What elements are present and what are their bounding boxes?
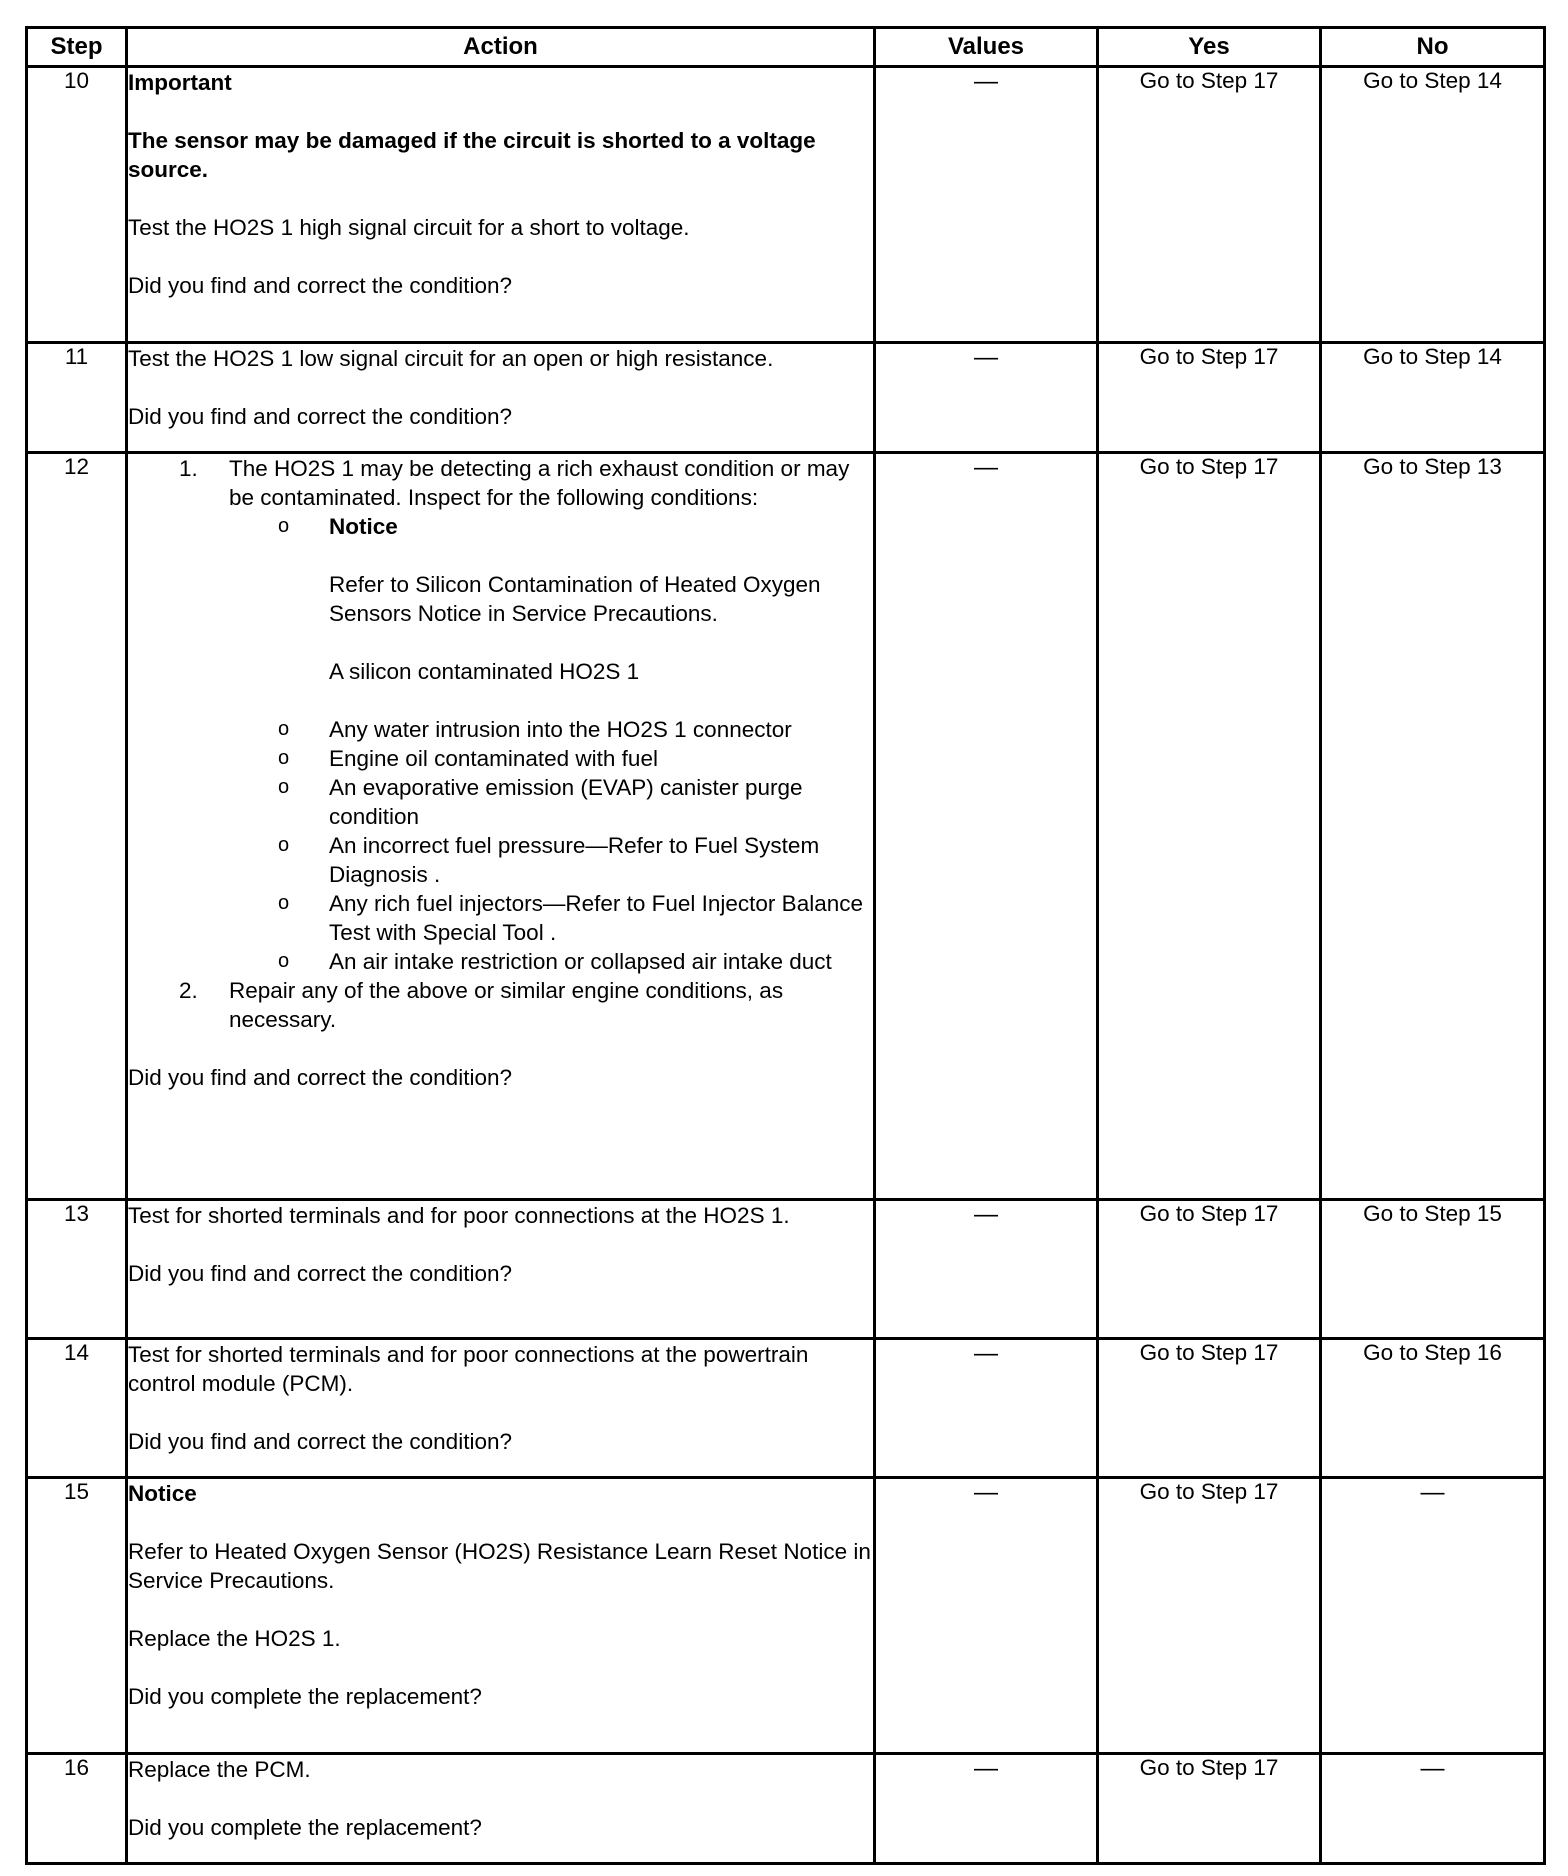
action-cell	[127, 343, 875, 453]
step-number: 10	[27, 67, 127, 343]
list-item	[128, 947, 873, 976]
yes-cell: Go to Step 17	[1098, 343, 1321, 453]
action-text: Test the HO2S 1 high signal circuit for a short to voltage.	[128, 215, 690, 241]
action-text: Test for shorted terminals and for poor connections at the powertrain control module (PCM).	[128, 1341, 809, 1396]
values-cell: —	[875, 1199, 1098, 1338]
list-item	[128, 773, 873, 831]
bullet-marker: o	[278, 747, 290, 770]
question-text: Did you find and correct the condition?	[128, 1260, 512, 1286]
question-text: Did you find and correct the condition?	[128, 1065, 512, 1091]
sub-list	[229, 512, 873, 976]
notice-text: Refer to Silicon Contamination of Heated Oxygen Sensors Notice in Service Precautions.	[329, 572, 821, 627]
no-cell: Go to Step 15	[1321, 1199, 1545, 1338]
important-label: Important	[128, 70, 232, 96]
bullet-text: Any water intrusion into the HO2S 1 connector	[329, 717, 792, 743]
yes-cell: Go to Step 17	[1098, 1199, 1321, 1338]
step-number: 15	[27, 1477, 127, 1753]
action-cell	[127, 67, 875, 343]
step-number: 11	[27, 343, 127, 453]
action-cell	[127, 1199, 875, 1338]
no-cell: Go to Step 14	[1321, 343, 1545, 453]
header-values: Values	[875, 28, 1098, 67]
bullet-text: Engine oil contaminated with fuel	[329, 746, 658, 772]
notice-label: Notice	[128, 1480, 197, 1506]
values-cell: —	[875, 1753, 1098, 1863]
table-row	[27, 343, 1545, 453]
action-cell	[127, 1338, 875, 1477]
values-cell: —	[875, 1338, 1098, 1477]
table-row	[27, 1199, 1545, 1338]
warning-text: The sensor may be damaged if the circuit is shorted to a voltage source.	[128, 128, 816, 183]
question-text: Did you complete the replacement?	[128, 1814, 482, 1840]
list-item	[128, 715, 873, 744]
bullet-marker: o	[278, 718, 290, 741]
diagnostic-table	[25, 26, 1546, 1865]
bullet-text: An evaporative emission (EVAP) canister purge condition	[329, 775, 803, 830]
yes-cell: Go to Step 17	[1098, 1338, 1321, 1477]
header-action: Action	[127, 28, 875, 67]
table-row	[27, 453, 1545, 1199]
notice-label: Notice	[329, 514, 398, 540]
list-item	[128, 889, 873, 947]
yes-cell: Go to Step 17	[1098, 67, 1321, 343]
table-row	[27, 1338, 1545, 1477]
question-text: Did you find and correct the condition?	[128, 1428, 512, 1454]
item-number: 1.	[179, 456, 198, 482]
item-number: 2.	[179, 978, 198, 1004]
step-number: 13	[27, 1199, 127, 1338]
no-cell: —	[1321, 1477, 1545, 1753]
step-number: 16	[27, 1753, 127, 1863]
bullet-text: An incorrect fuel pressure—Refer to Fuel System Diagnosis .	[329, 833, 820, 888]
header-yes: Yes	[1098, 28, 1321, 67]
bullet-text: An air intake restriction or collapsed air intake duct	[329, 949, 832, 975]
question-text: Did you complete the replacement?	[128, 1683, 482, 1709]
no-cell: —	[1321, 1753, 1545, 1863]
yes-cell: Go to Step 17	[1098, 453, 1321, 1199]
yes-cell: Go to Step 17	[1098, 1477, 1321, 1753]
values-cell: —	[875, 67, 1098, 343]
action-text: Replace the HO2S 1.	[128, 1625, 341, 1651]
list-item	[128, 454, 873, 976]
values-cell: —	[875, 1477, 1098, 1753]
action-cell	[127, 1753, 875, 1863]
bullet-marker: o	[278, 950, 290, 973]
question-text: Did you find and correct the condition?	[128, 404, 512, 430]
values-cell: —	[875, 343, 1098, 453]
list-item	[128, 831, 873, 889]
bullet-marker: o	[278, 892, 290, 915]
no-cell: Go to Step 16	[1321, 1338, 1545, 1477]
step-number: 14	[27, 1338, 127, 1477]
item-text: Repair any of the above or similar engine conditions, as necessary.	[229, 978, 784, 1033]
list-item	[128, 744, 873, 773]
item-text: The HO2S 1 may be detecting a rich exhaust condition or may be contaminated. Inspect for the following conditions:	[229, 456, 850, 511]
table-row	[27, 1753, 1545, 1863]
table-row	[27, 1477, 1545, 1753]
list-item	[128, 512, 873, 715]
silicon-text: A silicon contaminated HO2S 1	[329, 659, 640, 685]
step-number: 12	[27, 453, 127, 1199]
bullet-marker: o	[278, 834, 290, 857]
header-row	[27, 28, 1545, 67]
question-text: Did you find and correct the condition?	[128, 273, 512, 299]
numbered-list	[128, 454, 873, 1034]
yes-cell: Go to Step 17	[1098, 1753, 1321, 1863]
action-cell	[127, 1477, 875, 1753]
action-text: Replace the PCM.	[128, 1756, 311, 1782]
bullet-marker: o	[278, 515, 290, 538]
action-text: Test the HO2S 1 low signal circuit for an open or high resistance.	[128, 346, 774, 372]
no-cell: Go to Step 13	[1321, 453, 1545, 1199]
notice-text: Refer to Heated Oxygen Sensor (HO2S) Resistance Learn Reset Notice in Service Precautions.	[128, 1538, 871, 1593]
action-text: Test for shorted terminals and for poor connections at the HO2S 1.	[128, 1202, 790, 1228]
no-cell: Go to Step 14	[1321, 67, 1545, 343]
list-item	[128, 976, 873, 1034]
header-no: No	[1321, 28, 1545, 67]
table-row	[27, 67, 1545, 343]
values-cell: —	[875, 453, 1098, 1199]
action-cell	[127, 453, 875, 1199]
bullet-marker: o	[278, 776, 290, 799]
header-step: Step	[27, 28, 127, 67]
bullet-text: Any rich fuel injectors—Refer to Fuel Injector Balance Test with Special Tool .	[329, 891, 863, 946]
